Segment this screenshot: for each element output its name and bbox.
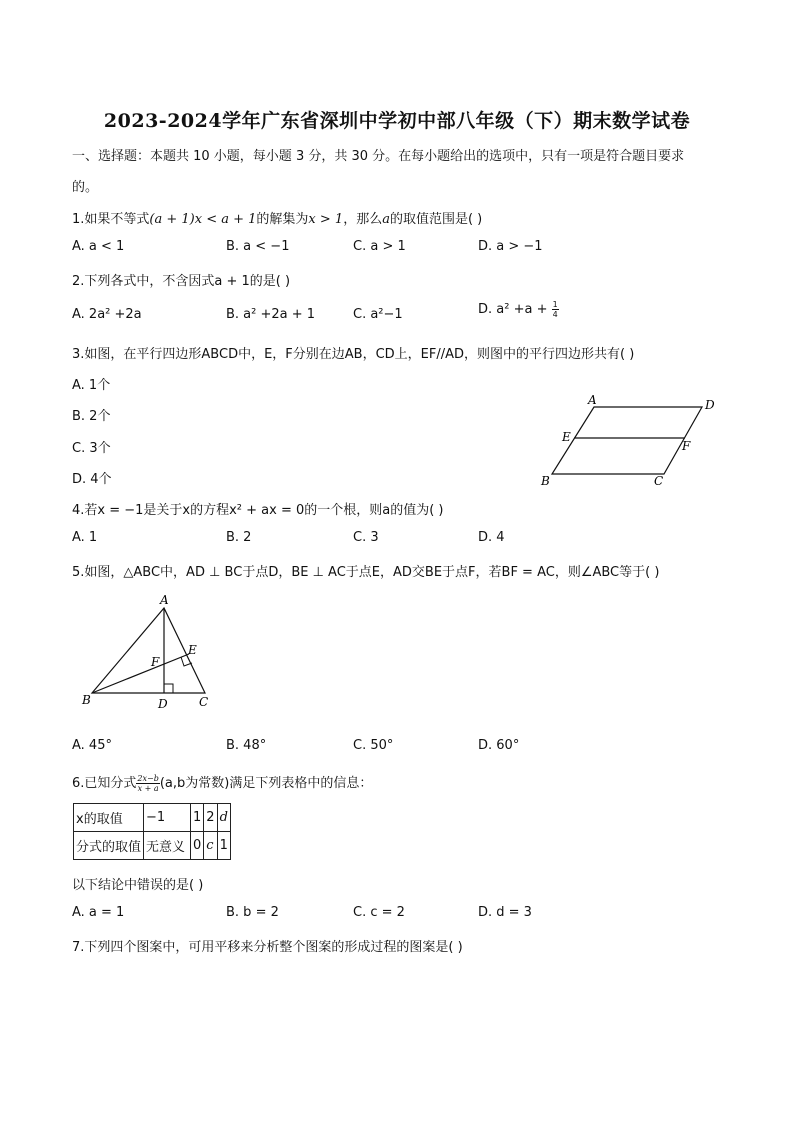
question-2-option-b: B. a² +2a + 1 <box>226 307 316 322</box>
table-cell: x的取值 <box>74 804 144 832</box>
label-d: D <box>158 697 168 711</box>
question-2-option-d: D. a² +a + $\frac{1}{4}$ <box>478 300 558 319</box>
question-5-option-c: C. 50° <box>353 738 394 753</box>
question-5-stem: 5.如图，△ABC中，AD ⊥ BC于点D，BE ⊥ AC于点E，AD交BE于点F，若BF = AC，则∠ABC等于( ) <box>72 565 660 580</box>
label-d: D <box>705 398 715 412</box>
fraction-one-quarter: $\frac{1}{4}$ <box>552 300 558 319</box>
question-6-question: 以下结论中错误的是( ) <box>72 878 204 893</box>
question-6-option-a: A. a = 1 <box>72 905 125 920</box>
table-cell: 分式的取值 <box>74 832 144 860</box>
label-a: A <box>160 593 169 607</box>
question-5-option-d: D. 60° <box>478 738 520 753</box>
question-4-option-a: A. 1 <box>72 530 98 545</box>
page-title: 2023-2024学年广东省深圳中学初中部八年级（下）期末数学试卷 <box>103 110 691 132</box>
question-2-stem: 2.下列各式中，不含因式a + 1的是( ) <box>72 274 291 289</box>
question-3-option-c: C. 3个 <box>72 441 111 456</box>
section-heading: 一、选择题：本题共 10 小题，每小题 3 分，共 30 分。在每小题给出的选项中，只有一项是符合题目要求 <box>72 149 685 164</box>
label-e: E <box>562 430 571 444</box>
question-7-stem: 7.下列四个图案中，可用平移来分析整个图案的形成过程的图案是( ) <box>72 940 463 955</box>
info-table <box>73 803 231 860</box>
table-cell: 1 <box>217 832 230 860</box>
label-f: F <box>151 655 160 669</box>
question-4-stem: 4.若x = −1是关于x的方程x² + ax = 0的一个根，则a的值为( ) <box>72 503 444 518</box>
question-2-option-a: A. 2a² +2a <box>72 307 142 322</box>
table-cell: −1 <box>144 804 191 832</box>
table-cell: 0 <box>191 832 204 860</box>
label-b: B <box>82 693 91 707</box>
label-b: B <box>541 474 550 488</box>
table-cell: 1 <box>191 804 204 832</box>
question-1-option-d: D. a > −1 <box>478 239 543 254</box>
table-row <box>74 804 231 832</box>
label-c: C <box>654 474 664 488</box>
triangle-figure <box>76 590 226 714</box>
question-3-option-d: D. 4个 <box>72 472 112 487</box>
question-3-stem: 3.如图，在平行四边形ABCD中，E，F分别在边AB，CD上，EF//AD，则图中的平行四边形共有( ) <box>72 347 635 362</box>
question-1-option-a: A. a < 1 <box>72 239 125 254</box>
label-f: F <box>682 439 691 453</box>
question-3-option-a: A. 1个 <box>72 378 111 393</box>
label-a: A <box>588 393 597 407</box>
question-5-option-a: A. 45° <box>72 738 112 753</box>
question-1-option-c: C. a > 1 <box>353 239 406 254</box>
question-6-option-d: D. d = 3 <box>478 905 532 920</box>
table-cell: 无意义 <box>144 832 191 860</box>
label-c: C <box>199 695 209 709</box>
question-6-option-b: B. b = 2 <box>226 905 279 920</box>
question-1-option-b: B. a < −1 <box>226 239 290 254</box>
question-1-stem: 1.如果不等式(a + 1)x < a + 1的解集为x > 1，那么a的取值范围是( ) <box>72 212 483 227</box>
table-cell: d <box>217 804 230 832</box>
question-6-option-c: C. c = 2 <box>353 905 405 920</box>
label-e: E <box>188 643 197 657</box>
table-cell: 2 <box>204 804 217 832</box>
question-5-option-b: B. 48° <box>226 738 267 753</box>
question-3-option-b: B. 2个 <box>72 409 111 424</box>
section-heading-cont: 的。 <box>72 180 99 195</box>
fraction-expression: $\frac{2x-b}{x + a}$ <box>137 774 159 793</box>
question-2-option-c: C. a²−1 <box>353 307 403 322</box>
question-4-option-d: D. 4 <box>478 530 505 545</box>
parallelogram-figure <box>530 388 730 492</box>
question-4-option-c: C. 3 <box>353 530 379 545</box>
table-row <box>74 832 231 860</box>
table-cell: c <box>204 832 217 860</box>
question-6-stem: 6.已知分式 $\frac{2x-b}{x + a}$ (a,b为常数)满足下列表格中的信息： <box>72 774 373 793</box>
question-4-option-b: B. 2 <box>226 530 252 545</box>
